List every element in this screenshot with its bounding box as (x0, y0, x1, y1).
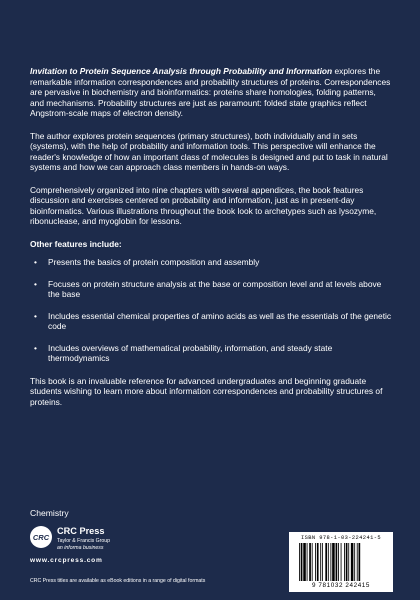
publisher-block (30, 526, 230, 576)
ebook-note: CRC Press titles are available as eBook editions in a range of digital formats (30, 578, 206, 584)
barcode-bar (348, 543, 349, 581)
feature-item: • Focuses on protein structure analysis at the base or composition level and at levels above the base (34, 278, 382, 299)
barcode-bar (299, 543, 300, 581)
barcode-bar (330, 543, 331, 581)
barcode-bar (332, 543, 335, 581)
publisher-tagline: an informa business (57, 545, 104, 551)
feature-item: • Includes overviews of mathematical probability, information, and steady state thermodynamics (34, 342, 333, 363)
organization-paragraph: Comprehensively organized into nine chapters with several appendices, the book features discussion and exercises centered on probability and information, just as in present-day bioinformatics. Various illustrations throughout the book look to archetypes such as lysozyme, ribonuclease, and myoglobin for lessons. (30, 184, 377, 226)
author-paragraph: The author explores protein sequences (primary structures), both individually and in sets (systems), with the help of probability and information tools. This perspective will enhance the reader's knowledge of how an important class of molecules is designed and put to task in natural systems and how we can approach class members in hands-on ways. (30, 130, 388, 172)
barcode-digits: 9 781032 242415 (311, 582, 371, 589)
barcode-bar (351, 543, 354, 581)
barcode-bar (317, 543, 319, 581)
crc-logo-icon: CRC (30, 526, 52, 548)
isbn-barcode (289, 532, 393, 592)
barcode-bar (303, 543, 306, 581)
barcode-bar (338, 543, 339, 581)
publisher-name: CRC Press (57, 526, 105, 536)
barcode-bar (328, 543, 329, 581)
barcode-bar (336, 543, 338, 581)
barcode-bar (307, 543, 308, 581)
publisher-url: www.crcpress.com (30, 557, 103, 564)
barcode-bar (325, 543, 327, 581)
feature-item: • Includes essential chemical properties of amino acids as well as the essentials of the genetic code (34, 310, 392, 331)
barcode-bar (322, 543, 323, 581)
bullet-icon: • (34, 310, 37, 321)
barcode-bar (346, 543, 348, 581)
subject-category: Chemistry (30, 508, 69, 518)
features-heading: Other features include: (30, 238, 122, 249)
barcode-bar (320, 543, 321, 581)
closing-paragraph: This book is an invaluable reference for advanced undergraduates and beginning graduate students wishing to learn more about information correspondences and probability structures of proteins. (30, 375, 383, 407)
book-title: Invitation to Protein Sequence Analysis through Probability and Information (30, 66, 333, 76)
barcode-bar (341, 543, 342, 581)
bullet-icon: • (34, 257, 37, 267)
barcode-bar (359, 543, 361, 581)
features-list (30, 257, 392, 364)
barcode-bar (357, 543, 358, 581)
bullet-icon: • (34, 342, 37, 353)
barcode-bar (315, 543, 316, 581)
intro-text: explores the remarkable information correspondences and probability structures of proteins. Correspondences are pervasive in biochemistry and bioinformatics: proteins share homologies, folding patterns, and mechanisms. Probability structures are just as paramount: folded state graphics reflect Angstrom-scale maps of electron density. (30, 66, 391, 118)
barcode-bar (312, 543, 313, 581)
bullet-icon: • (34, 278, 37, 289)
feature-item: • Presents the basics of protein composition and assembly (34, 257, 260, 267)
barcode-bar (301, 543, 303, 581)
barcode-bar (309, 543, 311, 581)
intro-paragraph (30, 66, 392, 119)
isbn-label: ISBN 978-1-03-224241-5 (301, 535, 381, 541)
blurb (30, 66, 392, 419)
barcode-bar (344, 543, 345, 581)
barcode-bar (354, 543, 355, 581)
publisher-group: Taylor & Francis Group (57, 538, 111, 544)
barcode-icon (299, 543, 383, 581)
